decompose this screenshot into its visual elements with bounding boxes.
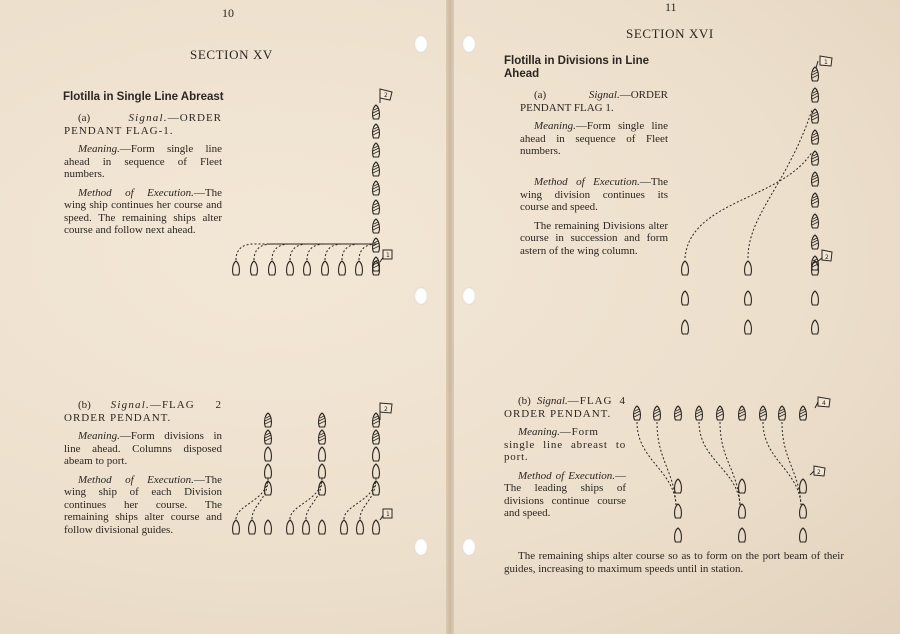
ship-icon — [265, 481, 272, 495]
ship-icon — [319, 481, 326, 495]
ship-icon — [812, 88, 819, 102]
ship-icon — [303, 520, 310, 534]
extra-text: The remaining Divisions alter course in succession and form astern of the wing column. — [520, 219, 668, 257]
meaning-text: —Form single line ahead in sequence of Fleet numbers. — [64, 143, 222, 180]
ship-icon — [373, 430, 380, 444]
meaning-word: Meaning. — [534, 120, 576, 132]
course-line — [637, 422, 676, 505]
method-word: Method of Execution. — [518, 469, 615, 482]
ship-icon — [682, 320, 689, 334]
meaning-text: —Form single line ahead in sequence of Fleet numbers. — [520, 120, 668, 157]
heading: Flotilla in Single Line Abreast — [63, 91, 224, 103]
flag-b-bottom — [810, 466, 825, 476]
diagram-divisions — [452, 0, 900, 634]
method-text: —The wing division continues its course and speed. — [520, 176, 668, 213]
course-line — [236, 478, 268, 519]
ship-icon — [812, 291, 819, 305]
ship-icon — [675, 406, 682, 420]
course-line — [344, 478, 376, 519]
page-number: 11 — [665, 0, 677, 14]
flag-b-top — [815, 397, 830, 408]
ship-icon — [675, 504, 682, 518]
ship-icon — [745, 261, 752, 275]
meaning-text: —Form single line abreast to port. — [504, 426, 626, 463]
ship-icon — [654, 406, 661, 420]
meaning-word: Meaning. — [78, 430, 120, 442]
ship-icon — [319, 447, 326, 461]
page-number: 10 — [222, 6, 234, 20]
signal-text: —FLAG 4 ORDER PENDANT. — [504, 395, 626, 420]
meaning-text: —Form divisions in line ahead. Columns disposed abeam to port. — [64, 430, 222, 467]
ship-icon — [812, 193, 819, 207]
flag-label: 4 — [822, 400, 826, 407]
course-line — [325, 244, 372, 260]
footer-text: The remaining ships alter course so as to form on the port beam of their guides, increasing to maximum speeds until in station. — [504, 550, 844, 575]
ship-icon — [373, 124, 380, 138]
course-line — [254, 244, 372, 260]
flag-top — [380, 89, 392, 103]
ship-icon — [373, 105, 380, 119]
punch-hole — [414, 538, 428, 556]
ship-icon — [319, 413, 326, 427]
method-text: —The wing ship continues her course and speed. The remaining ships alter course and follow next ahead. — [64, 186, 222, 236]
ship-icon — [812, 320, 819, 334]
ship-icon — [265, 447, 272, 461]
flag-label: 2 — [384, 92, 388, 99]
ship-icon — [739, 504, 746, 518]
ship-icon — [696, 406, 703, 420]
ship-icon — [249, 520, 256, 534]
ship-icon — [812, 235, 819, 249]
ship-icon — [304, 261, 311, 275]
ship-icon — [322, 261, 329, 275]
ship-icon — [675, 528, 682, 542]
ship-icon — [745, 320, 752, 334]
course-line — [763, 422, 801, 505]
course-line — [290, 478, 322, 519]
flag-label: 2 — [817, 469, 821, 476]
course-line — [748, 110, 812, 258]
ship-icon — [373, 143, 380, 157]
ship-icon — [739, 479, 746, 493]
course-line — [236, 244, 372, 260]
ship-icon — [233, 261, 240, 275]
ship-icon — [319, 520, 326, 534]
section-title: SECTION XV — [190, 47, 273, 62]
ship-icon — [812, 130, 819, 144]
ship-icon — [373, 200, 380, 214]
ship-icon — [812, 261, 819, 275]
ship-icon — [812, 214, 819, 228]
flag-label: 1 — [386, 511, 390, 518]
ship-icon — [265, 520, 272, 534]
ship-icon — [251, 261, 258, 275]
ship-icon — [682, 261, 689, 275]
course-line — [307, 244, 372, 260]
ship-icon — [682, 291, 689, 305]
flag-b-bottom — [380, 509, 392, 520]
flag-a-top — [816, 56, 832, 68]
ship-icon — [373, 162, 380, 176]
ship-icon — [800, 528, 807, 542]
method-text: —The leading ships of divisions continue course and speed. — [504, 469, 626, 519]
ship-icon — [675, 479, 682, 493]
course-line — [342, 244, 372, 260]
ship-icon — [287, 520, 294, 534]
punch-hole — [414, 287, 428, 305]
punch-hole — [462, 287, 476, 305]
ship-icon — [800, 504, 807, 518]
signal-word: Signal. — [588, 89, 620, 101]
ship-icon — [373, 219, 380, 233]
flag-label: 1 — [386, 252, 390, 259]
ship-icon — [745, 291, 752, 305]
flag-b-top — [380, 403, 392, 420]
ship-icon — [779, 406, 786, 420]
heading: Flotilla in Divisions in Line Ahead — [504, 55, 650, 80]
course-line — [272, 244, 372, 260]
method-word: Method of Execution. — [78, 186, 194, 199]
ship-icon — [373, 520, 380, 534]
signal-text: —FLAG 2 ORDER PENDANT. — [64, 399, 222, 424]
ship-icon — [800, 479, 807, 493]
label: (b) — [518, 395, 531, 407]
ship-icon — [269, 261, 276, 275]
punch-hole — [462, 35, 476, 53]
diagram-line-abreast — [0, 0, 448, 634]
ship-icon — [265, 430, 272, 444]
flag-label: 2 — [825, 254, 829, 261]
label: (a) — [78, 112, 91, 124]
ship-icon — [265, 464, 272, 478]
ship-icon — [341, 520, 348, 534]
ship-icon — [373, 481, 380, 495]
flag-label: 1 — [824, 59, 828, 66]
flag-bottom — [380, 250, 392, 262]
signal-word: Signal. — [128, 112, 168, 124]
course-line — [699, 422, 740, 505]
ship-icon — [739, 528, 746, 542]
ship-icon — [634, 406, 641, 420]
ship-icon — [373, 181, 380, 195]
signal-text: —ORDER PENDANT FLAG 1. — [520, 89, 668, 114]
section-title: SECTION XVI — [626, 26, 714, 41]
method-word: Method of Execution. — [78, 473, 194, 486]
flag-label: 2 — [384, 406, 388, 413]
meaning-word: Meaning. — [78, 143, 120, 155]
flag-a-bottom — [817, 250, 832, 262]
ship-icon — [287, 261, 294, 275]
right-page — [452, 0, 900, 634]
ship-icon — [356, 261, 363, 275]
ship-icon — [812, 151, 819, 165]
ship-icon — [357, 520, 364, 534]
ship-icon — [812, 109, 819, 123]
signal-word: Signal. — [110, 399, 150, 411]
meaning-word: Meaning. — [518, 426, 560, 438]
ship-icon — [739, 406, 746, 420]
signal-text: —ORDER PENDANT FLAG-1. — [64, 112, 222, 137]
ship-icon — [319, 430, 326, 444]
label: (b) — [78, 399, 91, 411]
ship-icon — [812, 172, 819, 186]
ship-icon — [265, 413, 272, 427]
ship-icon — [319, 464, 326, 478]
ship-icon — [373, 447, 380, 461]
ship-icon — [373, 464, 380, 478]
ship-icon — [339, 261, 346, 275]
punch-hole — [462, 538, 476, 556]
left-page — [0, 0, 448, 634]
course-line — [290, 244, 372, 260]
ship-icon — [760, 406, 767, 420]
punch-hole — [414, 35, 428, 53]
ship-icon — [800, 406, 807, 420]
label: (a) — [534, 89, 547, 101]
signal-word: Signal. — [536, 395, 568, 407]
ship-icon — [717, 406, 724, 420]
ship-icon — [373, 413, 380, 427]
ship-icon — [233, 520, 240, 534]
method-word: Method of Execution. — [534, 176, 640, 188]
method-text: —The wing ship of each Division continues her course. The remaining ships alter course and follow divisional guides. — [64, 473, 222, 536]
ship-icon — [812, 67, 819, 81]
course-line — [685, 152, 812, 258]
ship-icon — [373, 238, 380, 252]
